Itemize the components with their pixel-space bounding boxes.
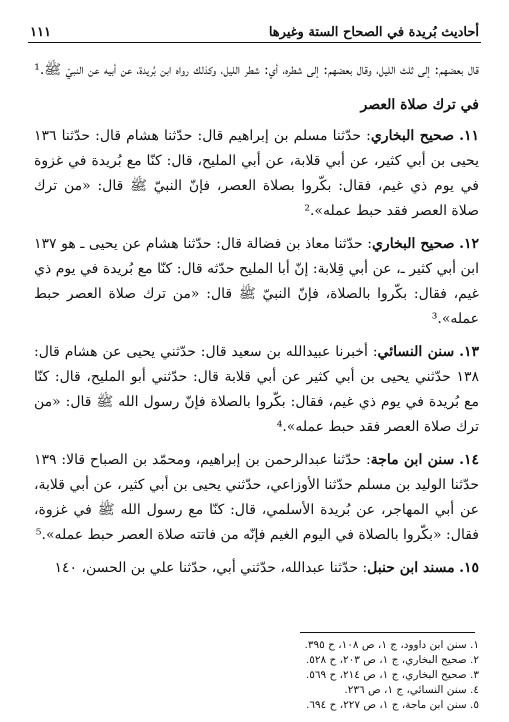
main-text <box>34 58 479 589</box>
header-rule <box>28 42 481 43</box>
hadith-number: ١٢. <box>459 236 479 252</box>
footnotes <box>30 638 479 713</box>
footnote-separator <box>300 632 475 633</box>
hadith-text: : حدّثنا مسلم بن إبراهيم قال: حدّثنا هشام قال: حدّثنا ١٣٦ يحيى بن أبي كثير، عن أبي قلابة، عن أبي المليح، قال: كنّا مع بُريدة في غزوة في يوم ذي غيم، فقال: بكّروا بصلاة العصر، فإنّ النبيّ ﷺ قال: «من ترك صلاة العصر فقد حبط عمله».² <box>34 128 479 219</box>
hadith-number: ١٣. <box>459 344 480 360</box>
hadith-paragraph <box>34 232 479 332</box>
section-heading: في ترك صلاة العصر <box>360 97 479 113</box>
footnote: ٢. صحيح البخاري، ج ١، ص ٢٠٣، ح ٥٢٨. <box>305 654 479 666</box>
hadith-number: ١٤. <box>459 452 480 468</box>
footnote: ٣. صحيح البخاري، ج ١، ص ٢١٤، ح ٥٦٩. <box>305 669 479 681</box>
footnote: ١. سنن ابن داوود، ج ١، ص ١٠٨، ح ٣٩٥. <box>304 639 479 651</box>
intro-line: قال بعضهم: إلى ثلث الليل، وقال بعضهم: إلى شطره، أي: شطر الليل، وكذلك <box>193 62 479 78</box>
hadith-paragraph <box>34 448 479 548</box>
hadith-number: ١١. <box>459 128 479 144</box>
intro-line: رواه ابن بُريدة، عن أبيه عن النبيّ ﷺ.¹ <box>34 62 189 78</box>
page-number: ١١١ <box>30 25 51 40</box>
running-title: أحاديث بُريدة في الصحاح الستة وغيرها <box>268 25 479 40</box>
intro-paragraph <box>34 58 479 83</box>
hadith-source: سنن ابن ماجة <box>370 452 455 468</box>
running-header <box>30 18 479 40</box>
hadith-text: : حدّثنا معاذ بن فضالة قال: حدّثنا هشام عن يحيى ـ هو ١٣٧ ابن أبي كثير ـ، عن أبي قِلابة: إنّ أبا المليح حدّثه قال: كنّا مع بُريدة في يوم ذي غيم، فقال: بكّروا بالصلاة، فإنّ النبيّ ﷺ قال: «من ترك صلاة العصر حبط عمله».³ <box>34 236 479 327</box>
hadith-paragraph <box>34 340 479 440</box>
hadith-text: : أخبرنا عبيدالله بن سعيد قال: حدّثني يحيى عن هشام قال: ١٣٨ حدّثني يحيى بن أبي كثير عن أبي قلابة قال: حدّثني أبو المليح، قال: كنّا مع بُريدة في يوم ذي غيم، فقال: بكّروا بالصلاة فإنّ رسول الله ﷺ قال: «من ترك صلاة العصر فقد حبط عمله».⁴ <box>34 344 479 435</box>
hadith-text: : حدّثنا عبدالله، حدّثني أبي، حدّثنا علي بن الحسن، ١٤٠ <box>54 560 368 576</box>
hadith-source: سنن النسائي <box>377 344 455 360</box>
footnote: ٥. سنن ابن ماجة، ج ١، ص ٢٢٧، ح ٦٩٤. <box>305 699 479 711</box>
hadith-paragraph <box>34 556 479 581</box>
hadith-source: صحيح البخاري <box>371 236 455 252</box>
hadith-text: : حدّثنا عبدالرحمن بن إبراهيم، ومحمّد بن الصباح قالا: ١٣٩ حدّثنا الوليد بن مسلم حدّثنا الأوزاعي، حدّثني يحيى بن أبي كثير، عن أبي قلابة، عن أبي المهاجر، عن بُريدة الأسلمي، قال: كنّا مع رسول الله ﷺ في غزوة، فقال: «بكّروا بالصلاة في اليوم الغيم فإنّه من فاتته صلاة العصر حبط عمله».⁵ <box>34 452 479 543</box>
hadith-source: صحيح البخاري <box>370 128 454 144</box>
hadith-paragraph <box>34 124 479 224</box>
hadith-number: ١٥. <box>459 560 479 576</box>
hadith-source: مسند ابن حنبل <box>367 560 455 576</box>
footnote: ٤. سنن النسائي، ج ١، ص ٢٣٦. <box>344 684 479 696</box>
